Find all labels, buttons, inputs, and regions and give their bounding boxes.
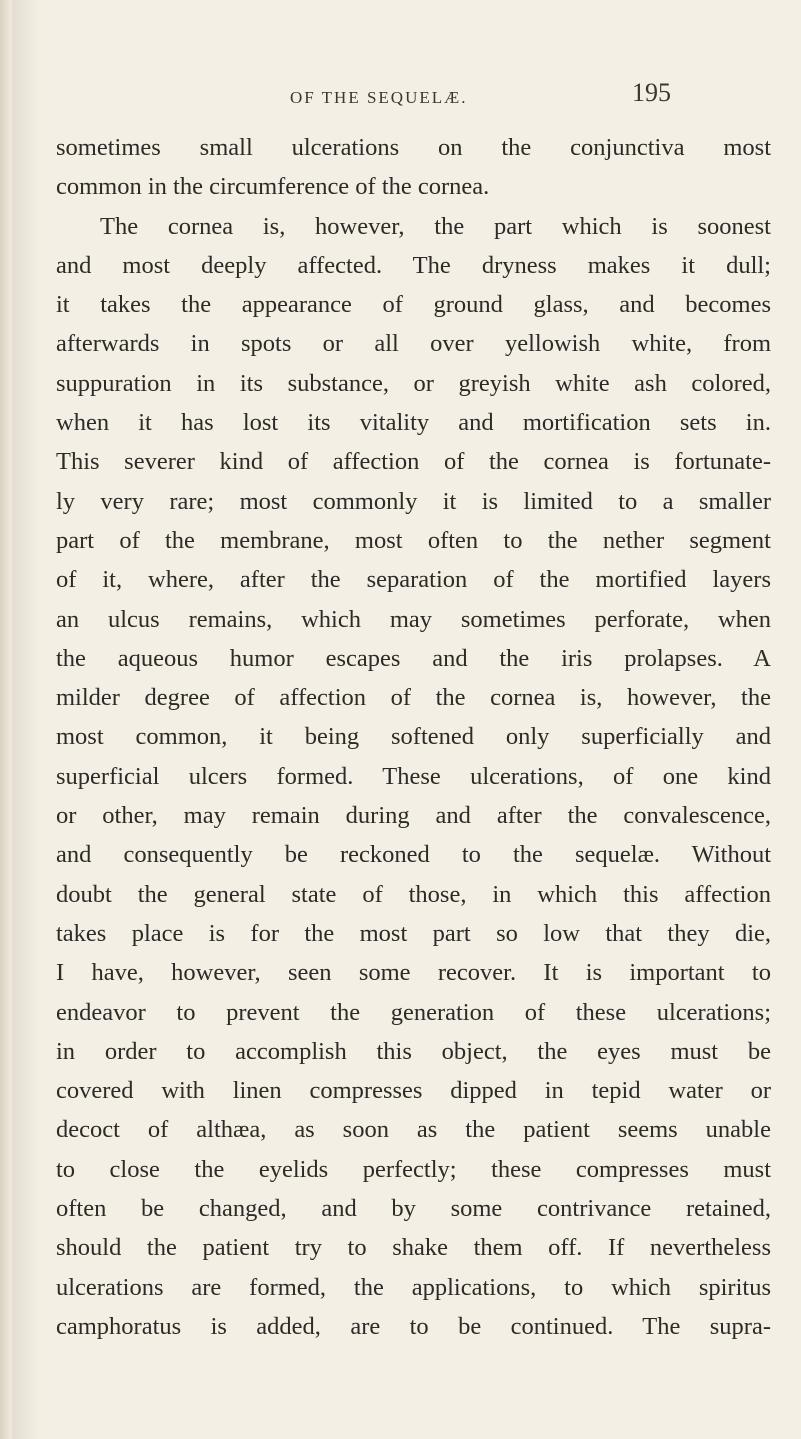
text-line: an ulcus remains, which may sometimes perforate, when	[56, 605, 771, 633]
text-line: covered with linen compresses dipped in tepid water or	[56, 1077, 771, 1105]
text-line: the aqueous humor escapes and the iris prolapses. A	[56, 644, 771, 672]
body-text	[56, 128, 771, 1346]
text-line: to close the eyelids perfectly; these compresses must	[56, 1155, 771, 1183]
text-line: decoct of althæa, as soon as the patient seems unable	[56, 1116, 771, 1144]
text-line: should the patient try to shake them off. If nevertheless	[56, 1234, 771, 1262]
page-number: 195	[632, 78, 671, 107]
text-line: I have, however, seen some recover. It is important to	[56, 959, 771, 987]
text-line: and most deeply affected. The dryness makes it dull;	[56, 251, 771, 279]
text-line: This severer kind of affection of the cornea is fortunate-	[56, 448, 771, 476]
page-gutter	[0, 0, 12, 1439]
text-line: milder degree of affection of the cornea is, however, the	[56, 684, 771, 712]
text-line: The cornea is, however, the part which is soonest	[100, 212, 771, 240]
text-line: in order to accomplish this object, the eyes must be	[56, 1037, 771, 1065]
text-line: superficial ulcers formed. These ulcerations, of one kind	[56, 762, 771, 790]
text-line: and consequently be reckoned to the sequelæ. Without	[56, 841, 771, 869]
text-line: when it has lost its vitality and mortification sets in.	[56, 409, 771, 437]
text-line: of it, where, after the separation of the mortified layers	[56, 566, 771, 594]
text-line: endeavor to prevent the generation of these ulcerations;	[56, 998, 771, 1026]
text-line: ly very rare; most commonly it is limited to a smaller	[56, 487, 771, 515]
text-line: sometimes small ulcerations on the conjunctiva most	[56, 134, 771, 161]
text-line: camphoratus is added, are to be continued. The supra-	[56, 1312, 771, 1340]
text-line: part of the membrane, most often to the nether segment	[56, 526, 771, 554]
text-line: ulcerations are formed, the applications, to which spiritus	[56, 1273, 771, 1301]
text-line: afterwards in spots or all over yellowish white, from	[56, 330, 771, 358]
page-header	[0, 78, 801, 118]
running-head: OF THE SEQUELÆ.	[290, 88, 468, 107]
text-line: doubt the general state of those, in which this affection	[56, 880, 771, 908]
text-line: it takes the appearance of ground glass, and becomes	[56, 291, 771, 319]
text-line: common in the circumference of the cornea.	[56, 173, 490, 201]
text-line: often be changed, and by some contrivance retained,	[56, 1195, 771, 1223]
text-line: most common, it being softened only superficially and	[56, 723, 771, 751]
text-line: takes place is for the most part so low that they die,	[56, 919, 771, 947]
text-line: or other, may remain during and after the convalescence,	[56, 802, 771, 830]
text-line: suppuration in its substance, or greyish white ash colored,	[56, 369, 771, 397]
